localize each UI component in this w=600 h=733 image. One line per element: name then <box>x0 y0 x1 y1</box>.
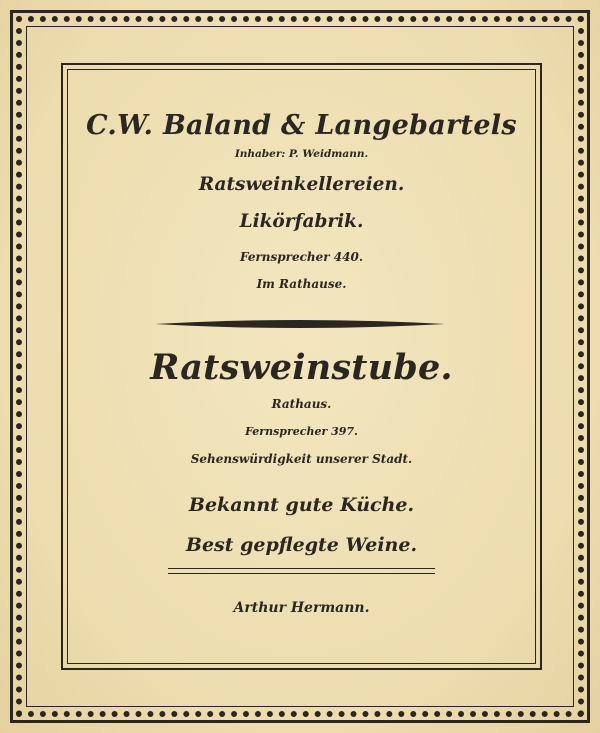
restaurant-name: Ratsweinstube. <box>150 347 453 388</box>
phone-number-2: Fernsprecher 397. <box>245 425 358 438</box>
location-line-2: Rathaus. <box>271 397 332 411</box>
business-line-wine-cellars: Ratsweinkellereien. <box>198 174 405 195</box>
slogan-kitchen: Bekannt gute Küche. <box>188 494 415 516</box>
slogan-wines: Best gepflegte Weine. <box>185 534 418 556</box>
owner-line: Inhaber: P. Weidmann. <box>234 148 369 160</box>
company-name: C.W. Baland & Langebartels <box>86 110 517 141</box>
advertisement-content <box>70 70 533 665</box>
location-line-1: Im Rathause. <box>256 277 347 291</box>
attraction-line: Sehenswürdigkeit unserer Stadt. <box>190 452 413 466</box>
phone-number-1: Fernsprecher 440. <box>239 250 364 264</box>
proprietor-name: Arthur Hermann. <box>233 600 370 616</box>
swash-divider <box>155 317 445 331</box>
business-line-liqueur-factory: Likörfabrik. <box>239 211 364 232</box>
double-rule-divider <box>168 568 435 574</box>
